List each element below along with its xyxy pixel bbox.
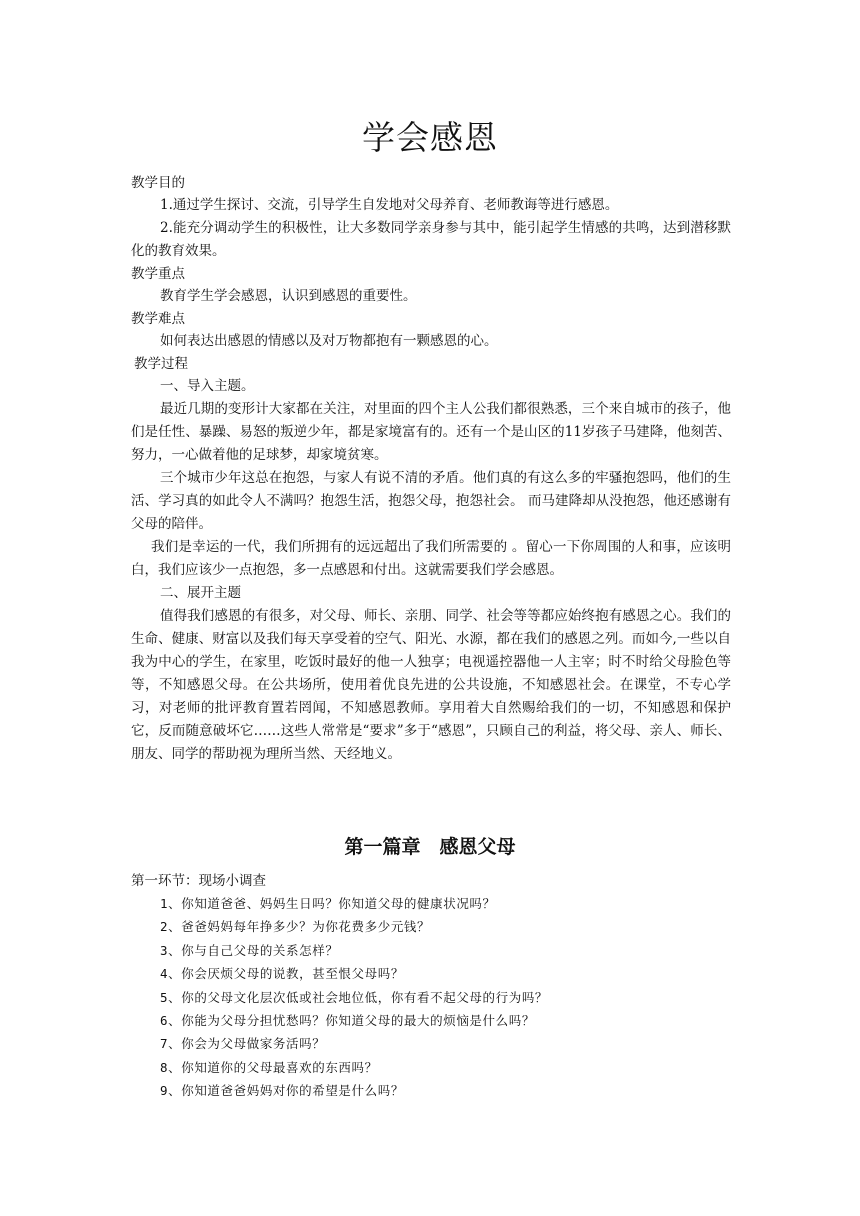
survey-section xyxy=(131,870,731,1103)
process-part1-heading: 一、导入主题。 xyxy=(160,378,255,394)
survey-question: 1、你知道爸爸、妈妈生日吗？你知道父母的健康状况吗？ xyxy=(160,896,496,911)
difficulties-text: 如何表达出感恩的情感以及对万物都抱有一颗感恩的心。 xyxy=(160,333,498,349)
objective-item: 2.能充分调动学生的积极性，让大多数同学亲身参与其中，能引起学生情感的共鸣，达到潜移默化的教育效果。 xyxy=(131,220,731,259)
objectives-heading: 教学目的 xyxy=(131,175,185,191)
survey-question: 5、你的父母文化层次低或社会地位低，你有看不起父母的行为吗？ xyxy=(160,989,549,1005)
survey-question: 2、爸爸妈妈每年挣多少？为你花费多少元钱？ xyxy=(160,919,431,935)
process-part2-heading: 二、展开主题 xyxy=(160,585,241,601)
survey-question: 6、你能为父母分担忧愁吗？你知道父母的最大的烦恼是什么吗？ xyxy=(160,1013,535,1029)
survey-question: 7、你会为父母做家务活吗？ xyxy=(160,1036,326,1052)
survey-question: 4、你会厌烦父母的说教，甚至恨父母吗？ xyxy=(160,966,404,982)
objective-item: 1.通过学生探讨、交流，引导学生自发地对父母养育、老师教诲等进行感恩。 xyxy=(160,197,619,213)
survey-question: 8、你知道你的父母最喜欢的东西吗？ xyxy=(160,1059,378,1075)
page-title: 学会感恩 xyxy=(362,118,498,157)
process-paragraph: 最近几期的变形计大家都在关注，对里面的四个主人公我们都很熟悉，三个来自城市的孩子，他们是任性、暴躁、易怒的叛逆少年，都是家境富有的。还有一个是山区的11岁孩子马建降，他刻苦、努力，一心做着他的足球梦，却家境贫寒。 xyxy=(131,401,731,463)
key-points-heading: 教学重点 xyxy=(131,266,185,282)
process-paragraph: 值得我们感恩的有很多，对父母、师长、亲朋、同学、社会等等都应始终抱有感恩之心。我们的生命、健康、财富以及我们每天享受着的空气、阳光、水源，都在我们的感恩之列。而如今,一些以自我为中心的学生，在家里，吃饭时最好的他一人独享；电视遥控器他一人主宰；时不时给父母脸色等等，不知感恩父母。在公共场所，使用着优良先进的公共设施，不知感恩社会。在课堂，不专心学习，对老师的批评教育置若罔闻，不知感恩教师。享用着大自然赐给我们的一切，不知感恩和保护它，反而随意破坏它……这些人常常是“要求”多于“感恩”，只顾自己的利益，将父母、亲人、师长、朋友、同学的帮助视为理所当然、天经地义。 xyxy=(131,608,731,762)
chapter-title: 第一篇章 感恩父母 xyxy=(344,836,516,858)
difficulties-heading: 教学难点 xyxy=(131,311,185,327)
survey-heading: 第一环节：现场小调查 xyxy=(131,873,266,889)
process-paragraph: 我们是幸运的一代，我们所拥有的远远超出了我们所需要的 。留心一下你周围的人和事，应该明白，我们应该少一点抱怨，多一点感恩和付出。这就需要我们学会感恩。 xyxy=(131,539,731,578)
lesson-plan-body xyxy=(131,172,731,766)
key-points-text: 教育学生学会感恩，认识到感恩的重要性。 xyxy=(160,288,417,304)
survey-question: 3、你与自己父母的关系怎样？ xyxy=(160,942,339,958)
process-heading: 教学过程 xyxy=(134,356,188,372)
survey-question: 9、你知道爸爸妈妈对你的希望是什么吗？ xyxy=(160,1083,404,1099)
process-paragraph: 三个城市少年这总在抱怨，与家人有说不清的矛盾。他们真的有这么多的牢骚抱怨吗，他们的生活、学习真的如此令人不满吗？抱怨生活，抱怨父母，抱怨社会。 而马建降却从没抱怨，他还感谢有父母的陪伴。 xyxy=(131,470,731,532)
